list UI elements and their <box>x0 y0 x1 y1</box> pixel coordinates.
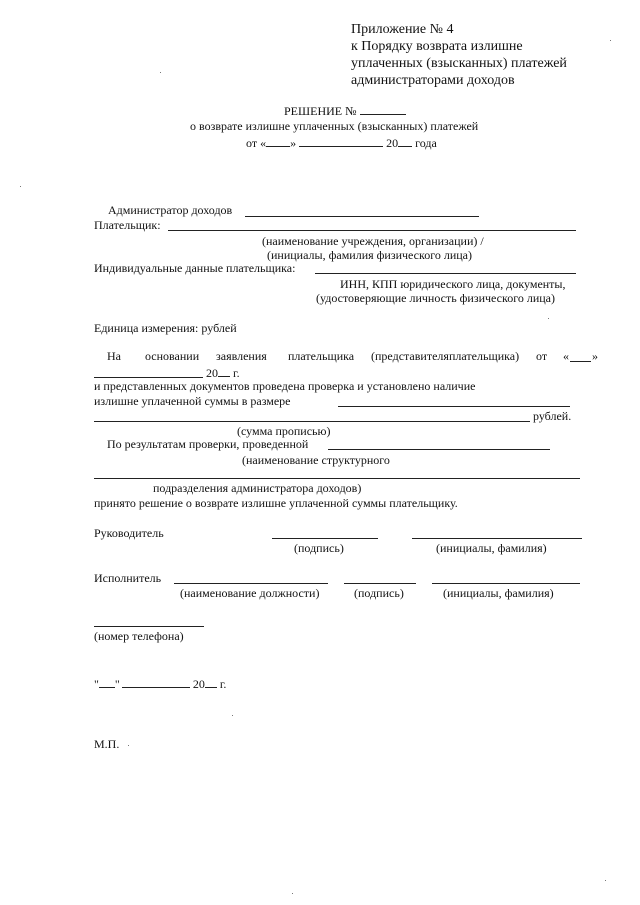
decision-date <box>246 136 437 151</box>
date-prefix: от « <box>246 136 267 150</box>
payer-line <box>168 230 576 231</box>
head-label: Руководитель <box>94 526 164 540</box>
individual-hint-2: (удостоверяющие личность физического лица) <box>316 291 556 305</box>
scan-speck <box>20 186 21 187</box>
individual-data-label: Индивидуальные данные плательщика: <box>94 261 296 275</box>
decision-title <box>284 104 406 119</box>
executor-initials-line <box>432 583 580 584</box>
basis-year-suffix: г. <box>233 366 240 380</box>
basis-w5: (представителя <box>371 349 449 363</box>
basis-w1: На <box>107 349 121 363</box>
decision-title-text: РЕШЕНИЕ № <box>284 104 357 118</box>
phone-line <box>94 626 204 627</box>
signature-day-line <box>99 677 115 688</box>
signature-year-line <box>205 677 217 688</box>
basis-w2: основании <box>145 349 200 363</box>
signature-date-close: " <box>114 677 120 691</box>
annex-line-2: к Порядку возврата излишне <box>351 39 523 54</box>
head-initials-hint: (инициалы, фамилия) <box>436 541 547 555</box>
date-suffix: года <box>415 136 437 150</box>
rubles-label: рублей. <box>533 409 572 423</box>
executor-signature-hint: (подпись) <box>354 586 404 600</box>
check-text: и представленных документов проведена проверка и установлено наличие <box>94 379 476 393</box>
annex-line-1: Приложение № 4 <box>351 22 454 37</box>
decision-text: принято решение о возврате излишне уплаченной суммы плательщику. <box>94 496 458 510</box>
scan-speck <box>232 715 233 716</box>
basis-w7: от <box>536 349 548 363</box>
executor-position-line <box>174 583 328 584</box>
scan-speck <box>160 72 161 73</box>
payer-hint-2: (инициалы, фамилия физического лица) <box>267 248 472 262</box>
date-month-line <box>299 136 383 147</box>
stamp-place: М.П. <box>94 737 120 751</box>
date-mid: » <box>290 136 297 150</box>
basis-w4: плательщика <box>288 349 355 363</box>
sum-words-line <box>94 421 530 422</box>
result-text: По результатам проверки, проведенной <box>107 437 309 451</box>
struct-hint-2: подразделения администратора доходов) <box>153 481 362 495</box>
scan-speck <box>292 893 293 894</box>
executor-signature-line <box>344 583 416 584</box>
basis-year-line <box>218 366 230 377</box>
excess-amount-line <box>338 406 570 407</box>
head-signature-hint: (подпись) <box>294 541 344 555</box>
decision-subtitle: о возврате излишне уплаченных (взысканных) платежей <box>190 119 479 133</box>
signature-date-year: 20 <box>192 677 205 691</box>
basis-day-line <box>570 361 591 362</box>
struct-hint-1: (наименование структурного <box>242 453 390 467</box>
basis-w8: « <box>563 349 569 363</box>
sum-words-hint: (сумма прописью) <box>237 424 331 438</box>
struct-line <box>94 478 580 479</box>
signature-date <box>94 677 226 692</box>
phone-hint: (номер телефона) <box>94 629 184 643</box>
date-day-line <box>266 136 290 147</box>
excess-text: излишне уплаченной суммы в размере <box>94 394 291 408</box>
admin-label: Администратор доходов <box>108 203 233 217</box>
individual-hint-1: ИНН, КПП юридического лица, документы, <box>340 277 566 291</box>
executor-label: Исполнитель <box>94 571 162 585</box>
date-year-line <box>398 136 412 147</box>
basis-year-text: 20 <box>206 366 218 380</box>
unit-of-measure: Единица измерения: рублей <box>94 321 237 335</box>
annex-line-4: администраторами доходов <box>351 73 515 88</box>
scan-speck <box>605 880 606 881</box>
executor-initials-hint: (инициалы, фамилия) <box>443 586 554 600</box>
basis-w9: » <box>592 349 598 363</box>
executor-position-hint: (наименование должности) <box>180 586 320 600</box>
signature-month-line <box>122 677 190 688</box>
scan-speck <box>128 745 129 746</box>
annex-line-3: уплаченных (взысканных) платежей <box>351 56 567 71</box>
basis-month-line <box>94 377 203 378</box>
scan-speck <box>610 40 611 41</box>
admin-line <box>245 216 479 217</box>
payer-hint-1: (наименование учреждения, организации) / <box>262 234 484 248</box>
individual-data-line <box>315 273 576 274</box>
basis-w3: заявления <box>216 349 267 363</box>
decision-number-line <box>360 104 406 115</box>
head-signature-line <box>272 538 378 539</box>
signature-date-open: " <box>94 677 99 691</box>
signature-date-suffix: г. <box>219 677 227 691</box>
basis-w6: плательщика) <box>449 349 520 363</box>
head-initials-line <box>412 538 582 539</box>
payer-label: Плательщик: <box>94 218 161 232</box>
date-year: 20 <box>386 136 399 150</box>
result-line <box>328 449 550 450</box>
scan-speck <box>548 318 549 319</box>
